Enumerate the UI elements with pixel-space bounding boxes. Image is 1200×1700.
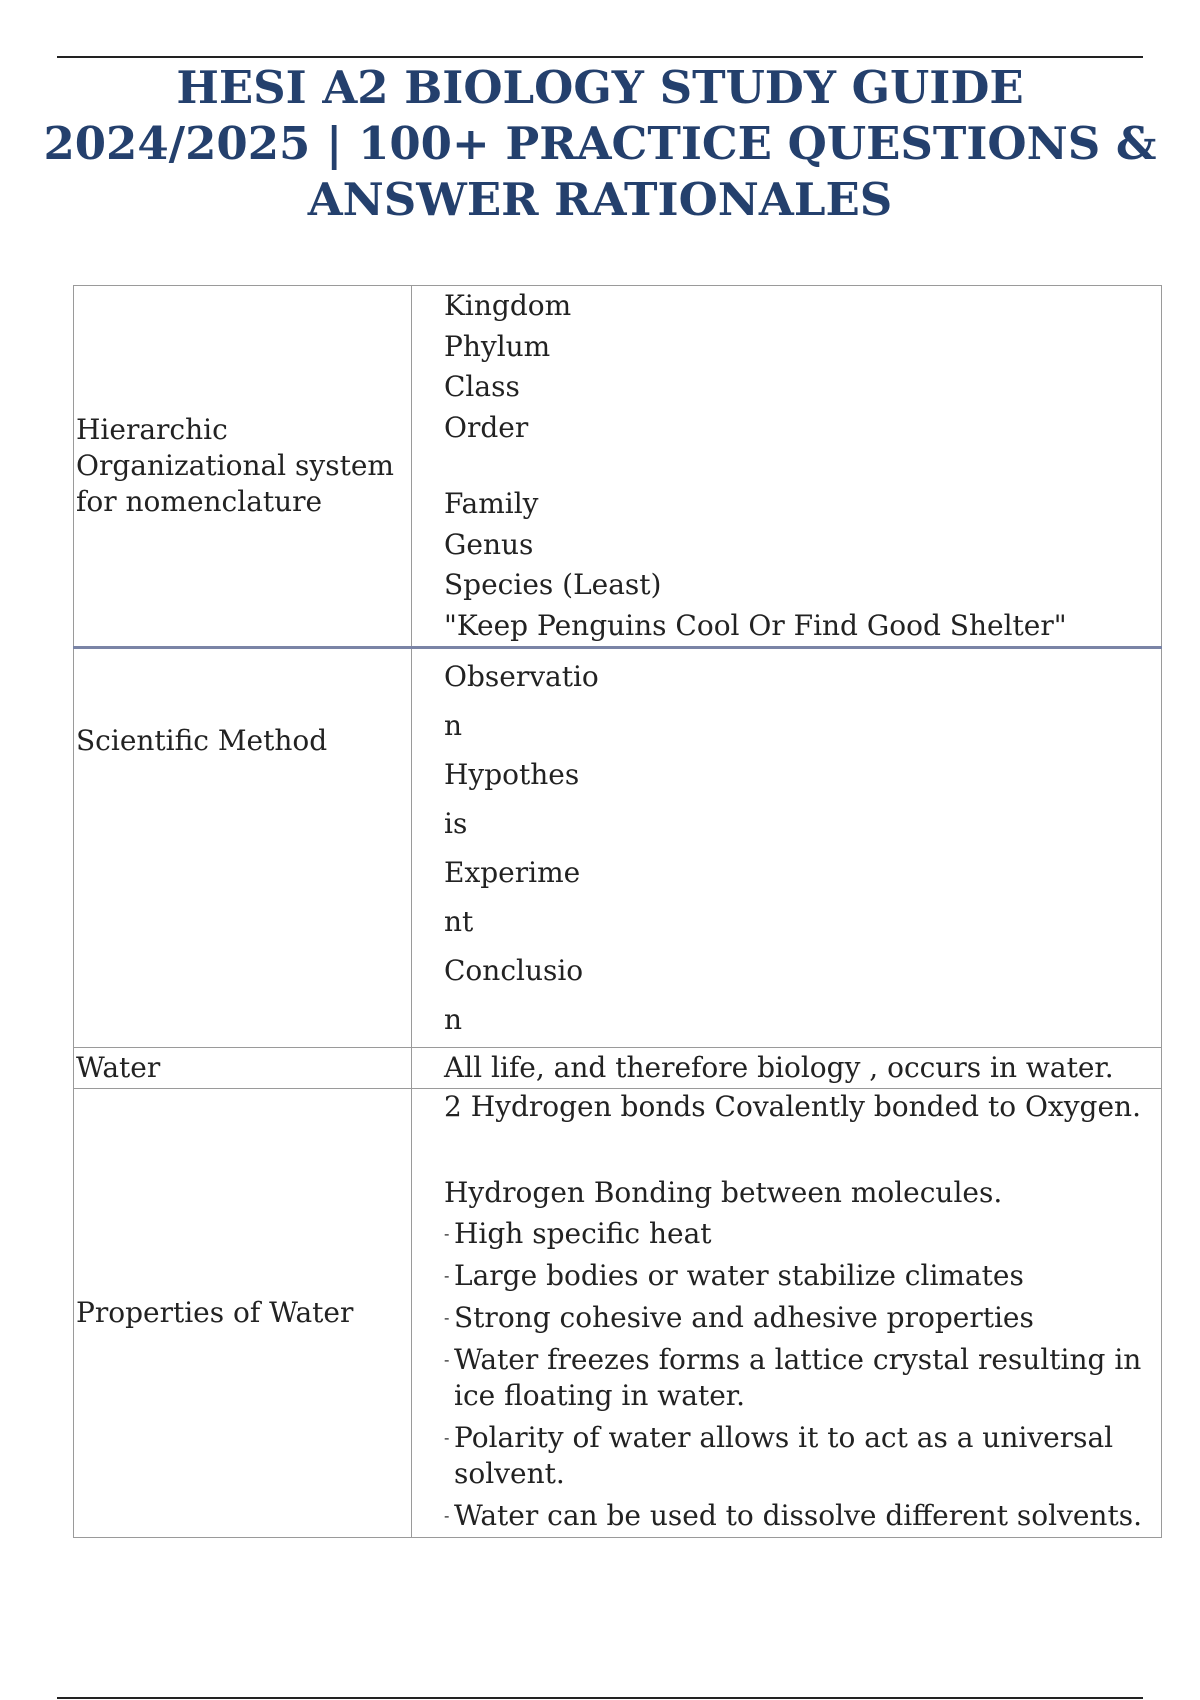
- bottom-rule: [57, 1697, 1143, 1699]
- term-cell: Hierarchic Organizational system for nomenclature: [74, 286, 412, 648]
- list-item: Species (Least): [444, 568, 662, 601]
- term-cell: Properties of Water: [74, 1089, 412, 1538]
- study-table: [73, 285, 1162, 1538]
- bullet-marker: -: [444, 1224, 450, 1243]
- bullet-marker: -: [444, 1428, 450, 1447]
- page-title: HESI A2 BIOLOGY STUDY GUIDE 2024/2025 | 100+ PRACTICE QUESTIONS & ANSWER RATIONALES: [43, 61, 1157, 226]
- definition-cell: [412, 1089, 1162, 1538]
- term-label: Scientific Method: [76, 724, 328, 757]
- bullet-marker: -: [444, 1308, 450, 1327]
- definition-line: Hydrogen Bonding between molecules.: [444, 1176, 1003, 1209]
- definition-line: 2 Hydrogen bonds Covalently bonded to Oxygen.: [444, 1090, 1141, 1123]
- list-item: Family: [444, 487, 539, 520]
- bullet-item: - Polarity of water allows it to act as a universal solvent.: [444, 1417, 1151, 1495]
- term-cell: [74, 648, 412, 1048]
- definition-cell: [412, 648, 1162, 1048]
- top-rule: [57, 56, 1143, 58]
- bullet-item: - High specific heat: [444, 1213, 1151, 1255]
- table-row: [74, 1048, 1162, 1089]
- list-item: Experime: [444, 856, 581, 889]
- definition-cell: All life, and therefore biology , occurs in water.: [412, 1048, 1162, 1089]
- list-item: Phylum: [444, 329, 551, 363]
- mnemonic: "Keep Penguins Cool Or Find Good Shelter": [444, 608, 1067, 642]
- list-item: Observatio: [444, 660, 599, 693]
- bullet-marker: -: [444, 1266, 450, 1285]
- bullet-item: - Strong cohesive and adhesive properties: [444, 1297, 1151, 1339]
- bullet-item: - Water can be used to dissolve different solvents.: [444, 1495, 1151, 1537]
- list-item: n: [444, 1003, 463, 1036]
- list-item: Conclusio: [444, 954, 584, 987]
- list-item: Genus: [444, 527, 534, 561]
- bullet-marker: -: [444, 1506, 450, 1525]
- table-row: [74, 648, 1162, 1048]
- list-item: n: [444, 709, 463, 742]
- list-item: Kingdom: [444, 289, 572, 322]
- bullet-marker: -: [444, 1350, 450, 1369]
- list-item: Order: [444, 410, 529, 444]
- table-row: [74, 1089, 1162, 1538]
- list-item: Class: [444, 370, 520, 403]
- list-item: Hypothes: [444, 758, 580, 791]
- definition-cell: [412, 286, 1162, 648]
- list-item: is: [444, 807, 468, 840]
- bullet-item: - Large bodies or water stabilize climates: [444, 1255, 1151, 1297]
- table-row: [74, 286, 1162, 648]
- bullet-item: - Water freezes forms a lattice crystal resulting in ice floating in water.: [444, 1339, 1151, 1417]
- term-cell: Water: [74, 1048, 412, 1089]
- list-item: nt: [444, 905, 474, 938]
